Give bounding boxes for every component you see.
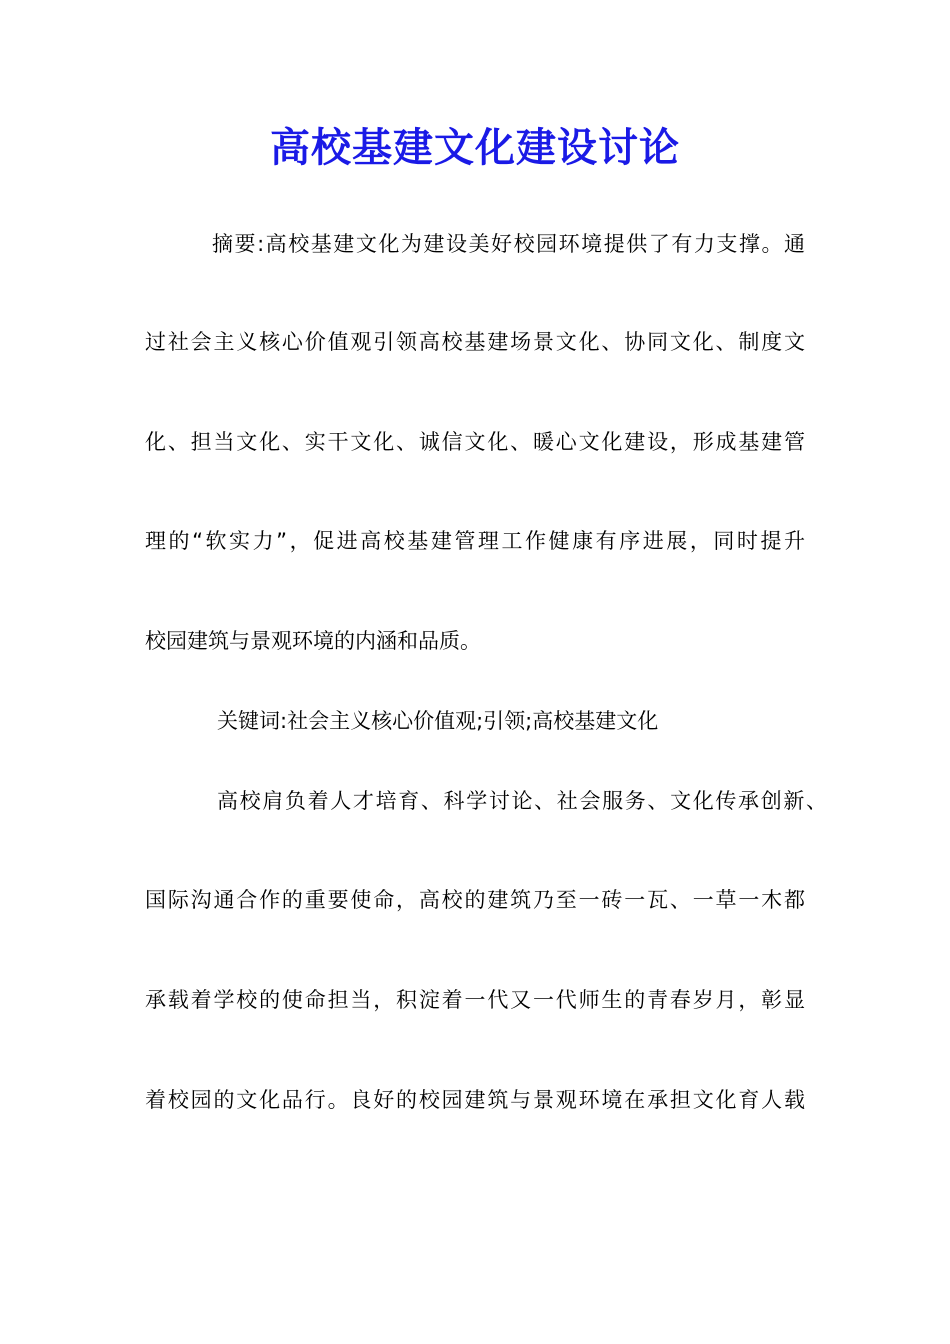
body-line: 高校肩负着人才培育、科学讨论、社会服务、文化传承创新、 [217, 789, 827, 813]
body-line: 着校园的文化品行。良好的校园建筑与景观环境在承担文化育人载 [145, 1088, 805, 1112]
body-line: 承载着学校的使命担当，积淀着一代又一代师生的青春岁月，彰显 [145, 988, 805, 1012]
body-line: 国际沟通合作的重要使命，高校的建筑乃至一砖一瓦、一草一木都 [145, 888, 805, 912]
abstract-line: 过社会主义核心价值观引领高校基建场景文化、协同文化、制度文 [145, 330, 805, 354]
abstract-line: 化、担当文化、实干文化、诚信文化、暖心文化建设，形成基建管 [145, 430, 805, 454]
abstract-line: 理的“软实力”，促进高校基建管理工作健康有序进展，同时提升 [145, 529, 805, 553]
abstract-line: 摘要:高校基建文化为建设美好校园环境提供了有力支撑。通 [212, 232, 805, 256]
document-title: 高校基建文化建设讨论 [270, 124, 680, 171]
abstract-line: 校园建筑与景观环境的内涵和品质。 [145, 629, 481, 653]
keywords-line: 关键词:社会主义核心价值观;引领;高校基建文化 [217, 709, 659, 733]
